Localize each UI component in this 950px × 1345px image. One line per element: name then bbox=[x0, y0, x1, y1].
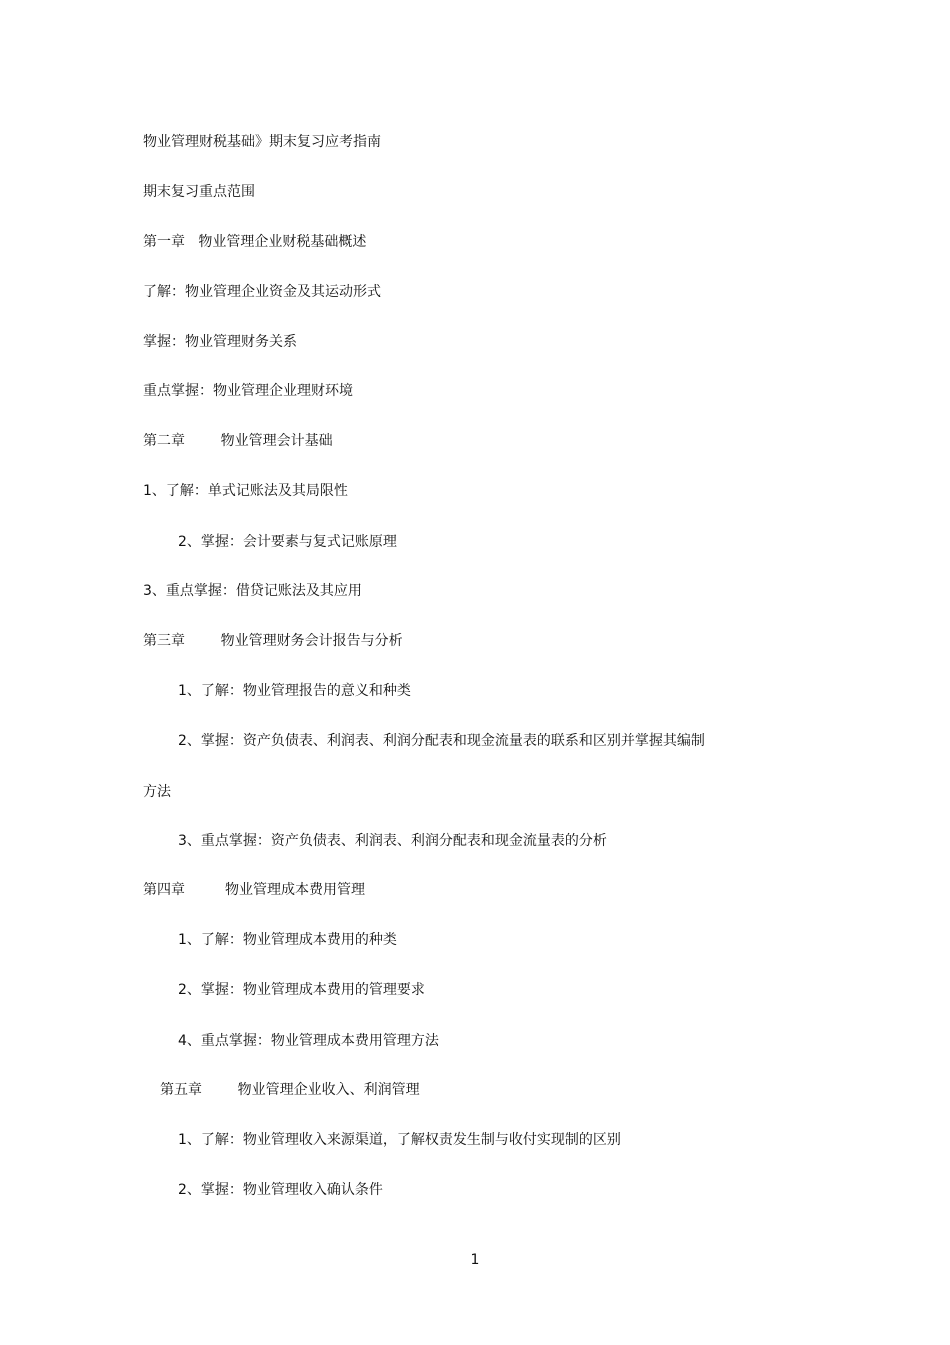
chapter-2-item-2: 2、掌握：会计要素与复式记账原理 bbox=[178, 534, 397, 550]
chapter-5-item-2: 2、掌握：物业管理收入确认条件 bbox=[178, 1182, 383, 1198]
chapter-3-item-3: 3、重点掌握：资产负债表、利润表、利润分配表和现金流量表的分析 bbox=[178, 833, 607, 849]
chapter-2-item-3: 3、重点掌握：借贷记账法及其应用 bbox=[143, 583, 362, 599]
chapter-1-item-3: 重点掌握：物业管理企业理财环境 bbox=[143, 383, 353, 399]
section-heading: 期末复习重点范围 bbox=[143, 184, 255, 200]
chapter-3-item-2: 2、掌握：资产负债表、利润表、利润分配表和现金流量表的联系和区别并掌握其编制 bbox=[178, 733, 705, 749]
chapter-2-item-1: 1、了解：单式记账法及其局限性 bbox=[143, 483, 348, 499]
chapter-3-item-1: 1、了解：物业管理报告的意义和种类 bbox=[178, 683, 411, 699]
chapter-3-heading: 第三章 物业管理财务会计报告与分析 bbox=[143, 633, 403, 649]
chapter-5-heading: 第五章 物业管理企业收入、利润管理 bbox=[160, 1082, 420, 1098]
chapter-1-heading: 第一章 物业管理企业财税基础概述 bbox=[143, 234, 367, 250]
chapter-4-item-1: 1、了解：物业管理成本费用的种类 bbox=[178, 932, 397, 948]
document-title: 物业管理财税基础》期末复习应考指南 bbox=[143, 134, 381, 150]
chapter-3-item-2-continuation: 方法 bbox=[143, 784, 171, 800]
chapter-4-item-2: 2、掌握：物业管理成本费用的管理要求 bbox=[178, 982, 425, 998]
chapter-1-item-2: 掌握：物业管理财务关系 bbox=[143, 334, 297, 350]
chapter-2-heading: 第二章 物业管理会计基础 bbox=[143, 433, 333, 449]
chapter-4-heading: 第四章 物业管理成本费用管理 bbox=[143, 882, 366, 898]
page-number: 1 bbox=[470, 1252, 480, 1268]
chapter-5-item-1: 1、了解：物业管理收入来源渠道，了解权责发生制与收付实现制的区别 bbox=[178, 1132, 621, 1148]
chapter-1-item-1: 了解：物业管理企业资金及其运动形式 bbox=[143, 284, 381, 300]
chapter-4-item-3: 4、重点掌握：物业管理成本费用管理方法 bbox=[178, 1033, 439, 1049]
